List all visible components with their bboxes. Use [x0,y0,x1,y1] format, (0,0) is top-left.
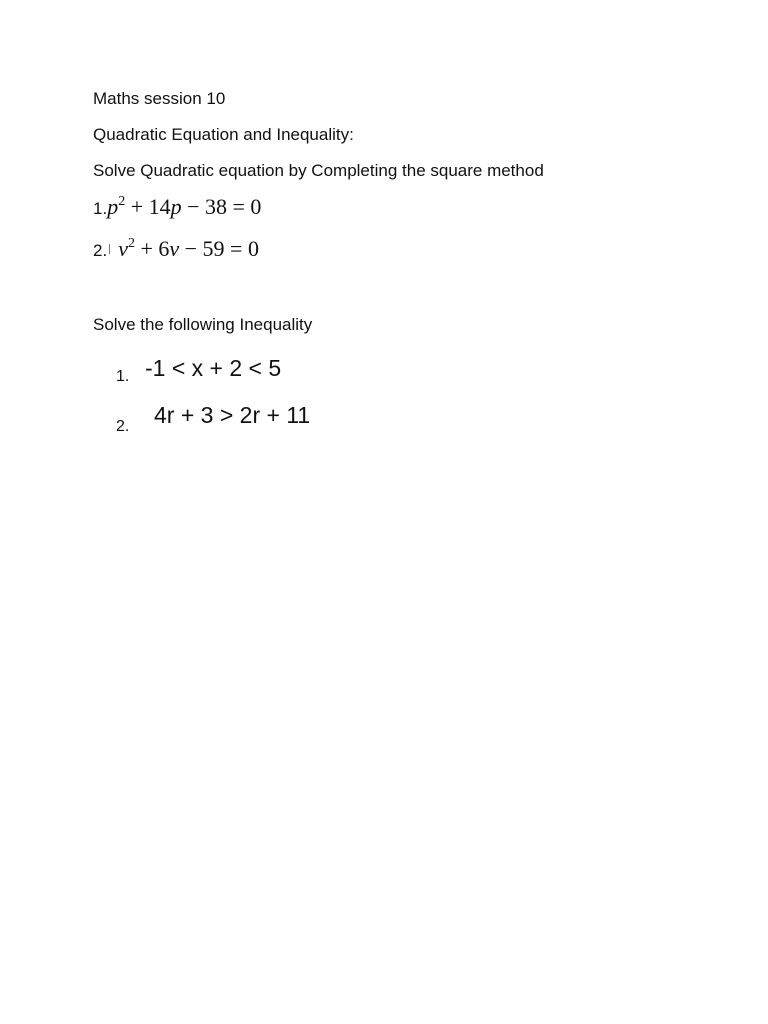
cursor-mark [109,244,110,254]
session-title: Maths session 10 [93,89,226,108]
equation-number: 2. [93,241,108,260]
equation-variable: v [118,236,128,261]
inequality-instruction: Solve the following Inequality [93,315,313,334]
equation-expression [118,236,259,261]
inequality-expression-2: 4r + 3 > 2r + 11 [154,402,311,428]
equation-tail: − 59 = 0 [179,236,259,261]
equation-term: + 14 [125,194,171,219]
equation-tail: − 38 = 0 [181,194,262,219]
equation-exponent: 2 [127,236,135,251]
topic-heading: Quadratic Equation and Inequality: [93,125,354,144]
equation-number: 1. [93,199,108,218]
inequality-expression-1: -1 < x + 2 < 5 [145,355,282,381]
equation-term: + 6 [134,236,170,261]
inequality-number-2: 2. [116,418,130,435]
equation-variable: p [170,194,182,219]
equation-expression [107,194,261,219]
equation-variable: p [107,194,119,219]
quadratic-instruction: Solve Quadratic equation by Completing the square method [93,161,544,180]
equation-exponent: 2 [118,194,126,209]
quadratic-equation-1 [93,194,261,220]
inequality-number-1: 1. [116,368,130,385]
equation-variable: v [169,236,180,261]
quadratic-equation-2 [93,236,259,262]
